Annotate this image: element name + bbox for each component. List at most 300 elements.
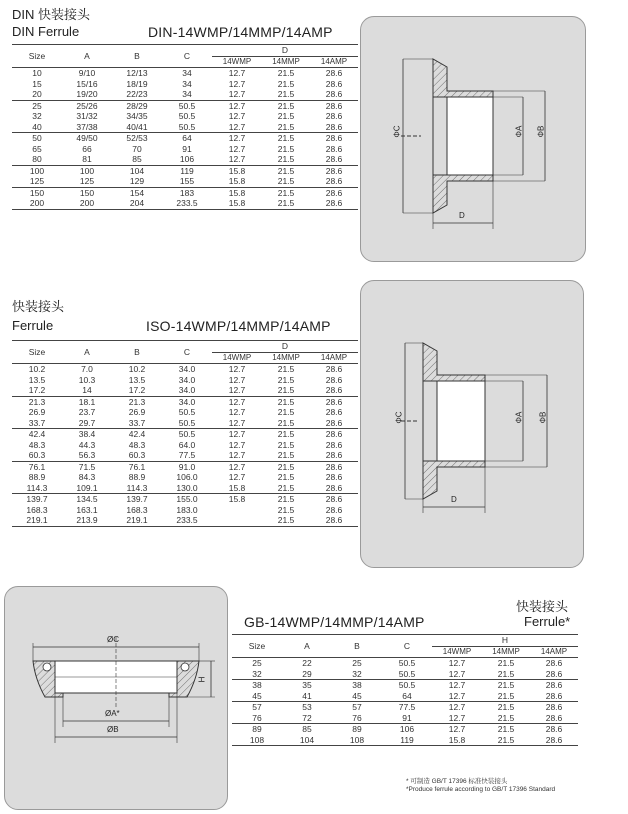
table-cell: 21.3 bbox=[112, 396, 162, 407]
table-cell: 12.7 bbox=[228, 374, 246, 385]
table-cell: 150 bbox=[12, 187, 62, 198]
section1-phi-b-label: ΦB bbox=[536, 125, 546, 138]
table-cell: 49/50 bbox=[62, 133, 112, 144]
table-cell: 26.9 bbox=[28, 407, 46, 417]
table-cell: 12/13 bbox=[126, 68, 148, 78]
col-a: A bbox=[282, 635, 332, 658]
table-cell: 76.1 bbox=[112, 461, 162, 472]
col-d-14mmp: 14MMP bbox=[262, 56, 310, 68]
table-cell: 21.5 bbox=[277, 385, 295, 395]
table-cell: 33.7 bbox=[28, 417, 46, 428]
section1-ferrule-drawing bbox=[361, 17, 585, 261]
table-cell: 28.6 bbox=[325, 504, 343, 515]
table-cell: 60.3 bbox=[28, 450, 46, 460]
table-cell: 139.7 bbox=[12, 494, 62, 505]
section2-phi-a-label: ΦA bbox=[514, 411, 524, 424]
table-cell: 28.6 bbox=[325, 374, 343, 385]
table-cell: 71.5 bbox=[62, 461, 112, 472]
table-cell: 50.5 bbox=[178, 407, 196, 417]
col-d-14amp: 14AMP bbox=[310, 56, 358, 68]
section2-phi-c-label: ΦC bbox=[394, 411, 404, 424]
col-a: A bbox=[62, 341, 112, 364]
table-cell: 233.5 bbox=[162, 515, 212, 526]
table-cell: 53 bbox=[282, 702, 332, 713]
section1-drawing-panel bbox=[360, 16, 586, 262]
table-cell: 28.6 bbox=[325, 364, 343, 374]
table-cell: 21.5 bbox=[277, 121, 295, 132]
table-cell: 28.6 bbox=[325, 450, 343, 460]
table-cell: 21.5 bbox=[277, 176, 295, 186]
table-cell: 21.5 bbox=[482, 702, 530, 713]
table-cell: 21.5 bbox=[277, 407, 295, 417]
table-cell: 21.5 bbox=[497, 658, 515, 668]
table-cell: 104 bbox=[112, 165, 162, 176]
table-cell: 106 bbox=[179, 154, 195, 164]
section2-d-label: D bbox=[451, 495, 457, 504]
table-cell: 50.5 bbox=[162, 100, 212, 111]
table-row bbox=[12, 111, 358, 122]
table-row bbox=[12, 396, 358, 407]
table-cell: 21.5 bbox=[277, 472, 295, 482]
col-b: B bbox=[332, 635, 382, 658]
table-cell: 12.7 bbox=[228, 154, 246, 164]
table-cell: 28.6 bbox=[545, 658, 563, 668]
table-cell: 28.6 bbox=[325, 78, 343, 89]
section3-title-en: Ferrule* bbox=[524, 614, 571, 629]
table-row bbox=[12, 440, 358, 451]
section1-phi-c-label: ΦC bbox=[392, 125, 402, 138]
table-cell: 28.6 bbox=[310, 515, 358, 526]
table-cell: 28.6 bbox=[310, 396, 358, 407]
table-cell: 28.6 bbox=[545, 668, 563, 679]
table-cell: 85 bbox=[132, 154, 142, 164]
col-d: D bbox=[212, 45, 358, 57]
table-cell: 66 bbox=[82, 143, 92, 154]
section1-table bbox=[12, 44, 358, 210]
table-cell: 200 bbox=[62, 198, 112, 209]
col-a: A bbox=[62, 45, 112, 68]
table-cell: 12.7 bbox=[228, 68, 246, 78]
table-cell: 32 bbox=[32, 111, 42, 121]
table-row bbox=[12, 494, 358, 505]
table-cell: 219.1 bbox=[112, 515, 162, 526]
table-cell: 114.3 bbox=[26, 482, 48, 493]
table-cell: 12.7 bbox=[432, 724, 482, 735]
table-cell: 50.5 bbox=[398, 658, 416, 668]
table-cell: 33.7 bbox=[128, 417, 146, 428]
table-cell: 155.0 bbox=[162, 494, 212, 505]
section2-drawing-panel bbox=[360, 280, 584, 568]
table-cell: 64 bbox=[162, 133, 212, 144]
table-cell: 7.0 bbox=[81, 364, 93, 374]
section3-phi-a-label: ØA* bbox=[105, 709, 120, 718]
table-cell: 233.5 bbox=[162, 198, 212, 209]
table-cell: 45 bbox=[252, 690, 262, 701]
section3-title-cn: 快装接头 bbox=[516, 599, 569, 614]
table-cell: 13.5 bbox=[128, 374, 146, 385]
table-row bbox=[12, 144, 358, 155]
table-cell: 65 bbox=[32, 143, 42, 154]
table-row bbox=[12, 68, 358, 79]
table-cell: 50 bbox=[12, 133, 62, 144]
table-cell: 183 bbox=[162, 187, 212, 198]
table-cell: 91.0 bbox=[162, 461, 212, 472]
table-cell: 29.7 bbox=[78, 417, 96, 428]
section1-table-wrap bbox=[12, 44, 358, 210]
table-cell: 28.6 bbox=[545, 712, 563, 723]
table-cell: 28.6 bbox=[310, 187, 358, 198]
col-b: B bbox=[112, 45, 162, 68]
table-cell: 28.6 bbox=[325, 472, 343, 482]
table-cell: 38 bbox=[232, 680, 282, 691]
table-cell: 34.0 bbox=[178, 374, 196, 385]
table-row bbox=[12, 505, 358, 516]
table-cell: 15/16 bbox=[76, 78, 98, 89]
table-cell: 150 bbox=[62, 187, 112, 198]
table-cell: 25 bbox=[252, 658, 262, 668]
table-cell: 168.3 bbox=[26, 504, 48, 515]
table-cell: 38 bbox=[332, 680, 382, 691]
table-row bbox=[12, 472, 358, 483]
table-cell: 34 bbox=[182, 68, 192, 78]
table-cell: 12.7 bbox=[212, 429, 262, 440]
table-cell: 25 bbox=[12, 100, 62, 111]
col-h-14amp: 14AMP bbox=[530, 646, 578, 658]
table-cell: 28.6 bbox=[325, 111, 343, 121]
table-cell: 12.7 bbox=[432, 702, 482, 713]
table-cell: 50.5 bbox=[398, 668, 416, 679]
table-cell: 9/10 bbox=[78, 68, 96, 78]
table-cell: 106 bbox=[382, 724, 432, 735]
table-cell: 89 bbox=[232, 724, 282, 735]
table-cell: 21.5 bbox=[482, 735, 530, 746]
table-row bbox=[12, 187, 358, 198]
table-cell: 34.0 bbox=[178, 385, 196, 395]
table-cell: 12.7 bbox=[448, 690, 466, 701]
table-cell: 104 bbox=[282, 735, 332, 746]
section3-note-en: *Produce ferrule according to GB/T 17396 Standard bbox=[406, 786, 556, 793]
table-cell: 88.9 bbox=[128, 472, 146, 482]
table-row bbox=[12, 418, 358, 429]
table-cell: 12.7 bbox=[432, 680, 482, 691]
table-cell: 12.7 bbox=[448, 668, 466, 679]
table-row bbox=[232, 713, 578, 724]
table-cell: 40 bbox=[32, 121, 42, 132]
section3-note-cn: * 可制造 GB/T 17396 标准快装接头 bbox=[406, 778, 508, 785]
table-cell: 10.2 bbox=[128, 364, 146, 374]
table-cell: 100 bbox=[12, 165, 62, 176]
table-cell: 28.6 bbox=[310, 133, 358, 144]
table-cell: 28.6 bbox=[325, 482, 343, 493]
table-cell: 84.3 bbox=[78, 472, 96, 482]
table-cell: 12.7 bbox=[212, 133, 262, 144]
table-cell: 28.6 bbox=[325, 68, 343, 78]
table-cell: 34.0 bbox=[162, 396, 212, 407]
table-cell: 28.6 bbox=[325, 176, 343, 186]
table-cell: 70 bbox=[132, 143, 142, 154]
table-cell: 45 bbox=[352, 690, 362, 701]
col-b: B bbox=[112, 341, 162, 364]
table-cell: 26.9 bbox=[128, 407, 146, 417]
table-cell: 12.7 bbox=[228, 450, 246, 460]
col-c: C bbox=[162, 341, 212, 364]
table-cell: 28.6 bbox=[325, 154, 343, 164]
table-cell: 21.5 bbox=[277, 68, 295, 78]
table-cell: 21.5 bbox=[482, 680, 530, 691]
table-cell: 114.3 bbox=[126, 482, 148, 493]
table-cell: 35 bbox=[282, 680, 332, 691]
table-row bbox=[12, 154, 358, 165]
table-cell: 21.5 bbox=[277, 374, 295, 385]
table-cell: 21.5 bbox=[262, 461, 310, 472]
table-cell: 85 bbox=[282, 724, 332, 735]
section3-phi-b-label: ØB bbox=[107, 725, 119, 734]
section3-ferrule-drawing bbox=[5, 587, 227, 809]
table-cell: 119 bbox=[382, 735, 432, 746]
table-cell: 29 bbox=[302, 668, 312, 679]
section2-phi-b-label: ΦB bbox=[538, 411, 548, 424]
col-h-14mmp: 14MMP bbox=[482, 646, 530, 658]
table-row bbox=[12, 515, 358, 526]
table-cell: 23.7 bbox=[78, 407, 96, 417]
table-cell: 15.8 bbox=[228, 176, 246, 186]
table-cell: 28.6 bbox=[310, 165, 358, 176]
table-cell: 21.5 bbox=[262, 515, 310, 526]
table-cell: 13.5 bbox=[28, 374, 46, 385]
table-cell: 108 bbox=[332, 735, 382, 746]
table-row bbox=[12, 364, 358, 375]
table-cell: 21.5 bbox=[277, 417, 295, 428]
table-row bbox=[232, 735, 578, 746]
table-cell: 57 bbox=[332, 702, 382, 713]
table-cell: 28.6 bbox=[325, 89, 343, 99]
table-cell: 37/38 bbox=[76, 121, 98, 132]
table-row bbox=[12, 133, 358, 144]
table-cell: 28.6 bbox=[325, 385, 343, 395]
table-cell: 21.5 bbox=[262, 187, 310, 198]
table-cell: 76 bbox=[352, 712, 362, 723]
col-d-14wmp: 14WMP bbox=[212, 352, 262, 364]
col-h-14wmp: 14WMP bbox=[432, 646, 482, 658]
table-cell: 21.3 bbox=[12, 396, 62, 407]
table-cell: 81 bbox=[82, 154, 92, 164]
table-row bbox=[12, 407, 358, 418]
table-cell: 50.5 bbox=[178, 121, 196, 132]
table-cell: 21.5 bbox=[262, 165, 310, 176]
table-cell: 10 bbox=[32, 68, 42, 78]
table-cell: 72 bbox=[302, 712, 312, 723]
table-cell: 64 bbox=[402, 690, 412, 701]
section1-title-cn: DIN 快装接头 bbox=[12, 7, 91, 22]
table-cell: 154 bbox=[112, 187, 162, 198]
section2-ferrule-drawing bbox=[361, 281, 583, 567]
table-cell: 129 bbox=[129, 176, 145, 186]
table-cell: 21.5 bbox=[262, 396, 310, 407]
table-cell: 28.6 bbox=[325, 143, 343, 154]
table-cell: 42.4 bbox=[12, 429, 62, 440]
section3-table-wrap bbox=[232, 634, 578, 746]
table-cell: 91 bbox=[182, 143, 192, 154]
table-cell: 130.0 bbox=[176, 482, 198, 493]
table-cell: 38.4 bbox=[62, 429, 112, 440]
table-cell: 52/53 bbox=[112, 133, 162, 144]
table-row bbox=[232, 724, 578, 735]
col-d-14mmp: 14MMP bbox=[262, 352, 310, 364]
table-row bbox=[12, 461, 358, 472]
table-cell: 15 bbox=[32, 78, 42, 89]
table-cell: 21.5 bbox=[277, 504, 295, 515]
section2-table bbox=[12, 340, 358, 527]
table-row bbox=[12, 483, 358, 494]
table-cell: 28.6 bbox=[530, 680, 578, 691]
section3-drawing-panel bbox=[4, 586, 228, 810]
section2-standard: ISO-14WMP/14MMP/14AMP bbox=[146, 318, 331, 334]
table-cell: 219.1 bbox=[12, 515, 62, 526]
table-cell: 21.5 bbox=[277, 482, 295, 493]
table-cell: 12.7 bbox=[228, 407, 246, 417]
table-cell: 21.5 bbox=[277, 154, 295, 164]
section3-h-label: H bbox=[197, 676, 207, 683]
table-row bbox=[12, 375, 358, 386]
table-row bbox=[12, 100, 358, 111]
table-cell: 21.5 bbox=[277, 89, 295, 99]
table-cell: 21.5 bbox=[262, 100, 310, 111]
col-size: Size bbox=[232, 635, 282, 658]
table-cell: 34.0 bbox=[178, 364, 196, 374]
table-cell: 50.5 bbox=[178, 417, 196, 428]
table-cell: 28.6 bbox=[325, 439, 343, 450]
table-cell: 28.6 bbox=[530, 735, 578, 746]
table-cell: 18.1 bbox=[62, 396, 112, 407]
table-cell: 28/29 bbox=[112, 100, 162, 111]
table-cell: 12.7 bbox=[228, 121, 246, 132]
section2-title-en: Ferrule bbox=[12, 318, 54, 333]
table-cell: 109.1 bbox=[76, 482, 98, 493]
table-cell: 10.3 bbox=[78, 374, 96, 385]
section1-d-label: D bbox=[459, 211, 465, 220]
table-cell: 17.2 bbox=[128, 385, 146, 395]
table-cell: 28.6 bbox=[530, 724, 578, 735]
table-cell: 139.7 bbox=[112, 494, 162, 505]
section2-table-wrap bbox=[12, 340, 358, 527]
table-cell: 12.7 bbox=[228, 439, 246, 450]
col-h: H bbox=[432, 635, 578, 647]
table-cell: 21.5 bbox=[497, 668, 515, 679]
table-row bbox=[12, 450, 358, 461]
table-cell: 34 bbox=[182, 78, 192, 89]
table-cell: 28.6 bbox=[545, 690, 563, 701]
col-c: C bbox=[382, 635, 432, 658]
table-row bbox=[12, 176, 358, 187]
table-cell: 21.5 bbox=[497, 712, 515, 723]
table-cell: 80 bbox=[32, 154, 42, 164]
section3-standard: GB-14WMP/14MMP/14AMP bbox=[244, 614, 425, 630]
table-cell: 17.2 bbox=[28, 385, 46, 395]
table-cell: 12.7 bbox=[228, 385, 246, 395]
table-cell: 12.7 bbox=[228, 111, 246, 121]
table-cell bbox=[212, 505, 262, 516]
table-cell: 12.7 bbox=[228, 417, 246, 428]
table-cell: 15.8 bbox=[212, 187, 262, 198]
table-cell: 134.5 bbox=[62, 494, 112, 505]
table-cell: 15.8 bbox=[212, 198, 262, 209]
table-cell: 12.7 bbox=[228, 89, 246, 99]
table-row bbox=[232, 691, 578, 702]
table-cell: 12.7 bbox=[228, 78, 246, 89]
table-row bbox=[12, 122, 358, 133]
table-cell: 183.0 bbox=[176, 504, 198, 515]
table-cell: 125 bbox=[29, 176, 45, 186]
table-row bbox=[232, 658, 578, 669]
table-cell: 12.7 bbox=[212, 396, 262, 407]
section1-phi-a-label: ΦA bbox=[514, 125, 524, 138]
table-cell: 19/20 bbox=[76, 89, 98, 99]
table-cell: 89 bbox=[332, 724, 382, 735]
table-cell: 15.8 bbox=[432, 735, 482, 746]
table-row bbox=[232, 680, 578, 691]
table-cell: 21.5 bbox=[277, 439, 295, 450]
table-row bbox=[12, 198, 358, 209]
table-cell: 28.6 bbox=[325, 121, 343, 132]
table-cell: 28.6 bbox=[310, 198, 358, 209]
col-d: D bbox=[212, 341, 358, 353]
table-cell: 168.3 bbox=[126, 504, 148, 515]
table-cell: 18/19 bbox=[126, 78, 148, 89]
table-cell: 204 bbox=[112, 198, 162, 209]
table-cell: 15.8 bbox=[212, 494, 262, 505]
table-cell: 21.5 bbox=[262, 198, 310, 209]
table-cell: 200 bbox=[12, 198, 62, 209]
table-cell: 21.5 bbox=[482, 724, 530, 735]
table-cell: 163.1 bbox=[76, 504, 98, 515]
table-cell: 28.6 bbox=[530, 702, 578, 713]
section3-table bbox=[232, 634, 578, 746]
table-cell: 77.5 bbox=[178, 450, 196, 460]
table-cell: 125 bbox=[79, 176, 95, 186]
table-cell: 28.6 bbox=[325, 407, 343, 417]
table-cell: 57 bbox=[232, 702, 282, 713]
table-cell: 42.4 bbox=[112, 429, 162, 440]
table-cell: 15.8 bbox=[228, 482, 246, 493]
table-cell: 106.0 bbox=[176, 472, 198, 482]
table-cell: 28.6 bbox=[310, 100, 358, 111]
table-cell: 91 bbox=[402, 712, 412, 723]
table-cell: 21.5 bbox=[262, 429, 310, 440]
table-cell: 32 bbox=[352, 668, 362, 679]
table-cell bbox=[212, 515, 262, 526]
table-cell: 10.2 bbox=[28, 364, 46, 374]
table-cell: 76 bbox=[252, 712, 262, 723]
section1-standard: DIN-14WMP/14MMP/14AMP bbox=[148, 24, 333, 40]
table-row bbox=[12, 429, 358, 440]
table-cell: 21.5 bbox=[277, 111, 295, 121]
table-cell: 108 bbox=[232, 735, 282, 746]
table-cell: 34/35 bbox=[126, 111, 148, 121]
table-cell: 21.5 bbox=[277, 364, 295, 374]
table-cell: 77.5 bbox=[382, 702, 432, 713]
table-row bbox=[12, 89, 358, 100]
table-cell: 155 bbox=[179, 176, 195, 186]
table-cell: 76.1 bbox=[12, 461, 62, 472]
section1-title-en: DIN Ferrule bbox=[12, 24, 80, 39]
table-cell: 22/23 bbox=[126, 89, 148, 99]
table-cell: 44.3 bbox=[78, 439, 96, 450]
table-cell: 64.0 bbox=[178, 439, 196, 450]
table-cell: 34 bbox=[182, 89, 192, 99]
table-cell: 119 bbox=[162, 165, 212, 176]
section2-title-cn: 快装接头 bbox=[12, 299, 65, 314]
table-cell: 28.6 bbox=[310, 429, 358, 440]
